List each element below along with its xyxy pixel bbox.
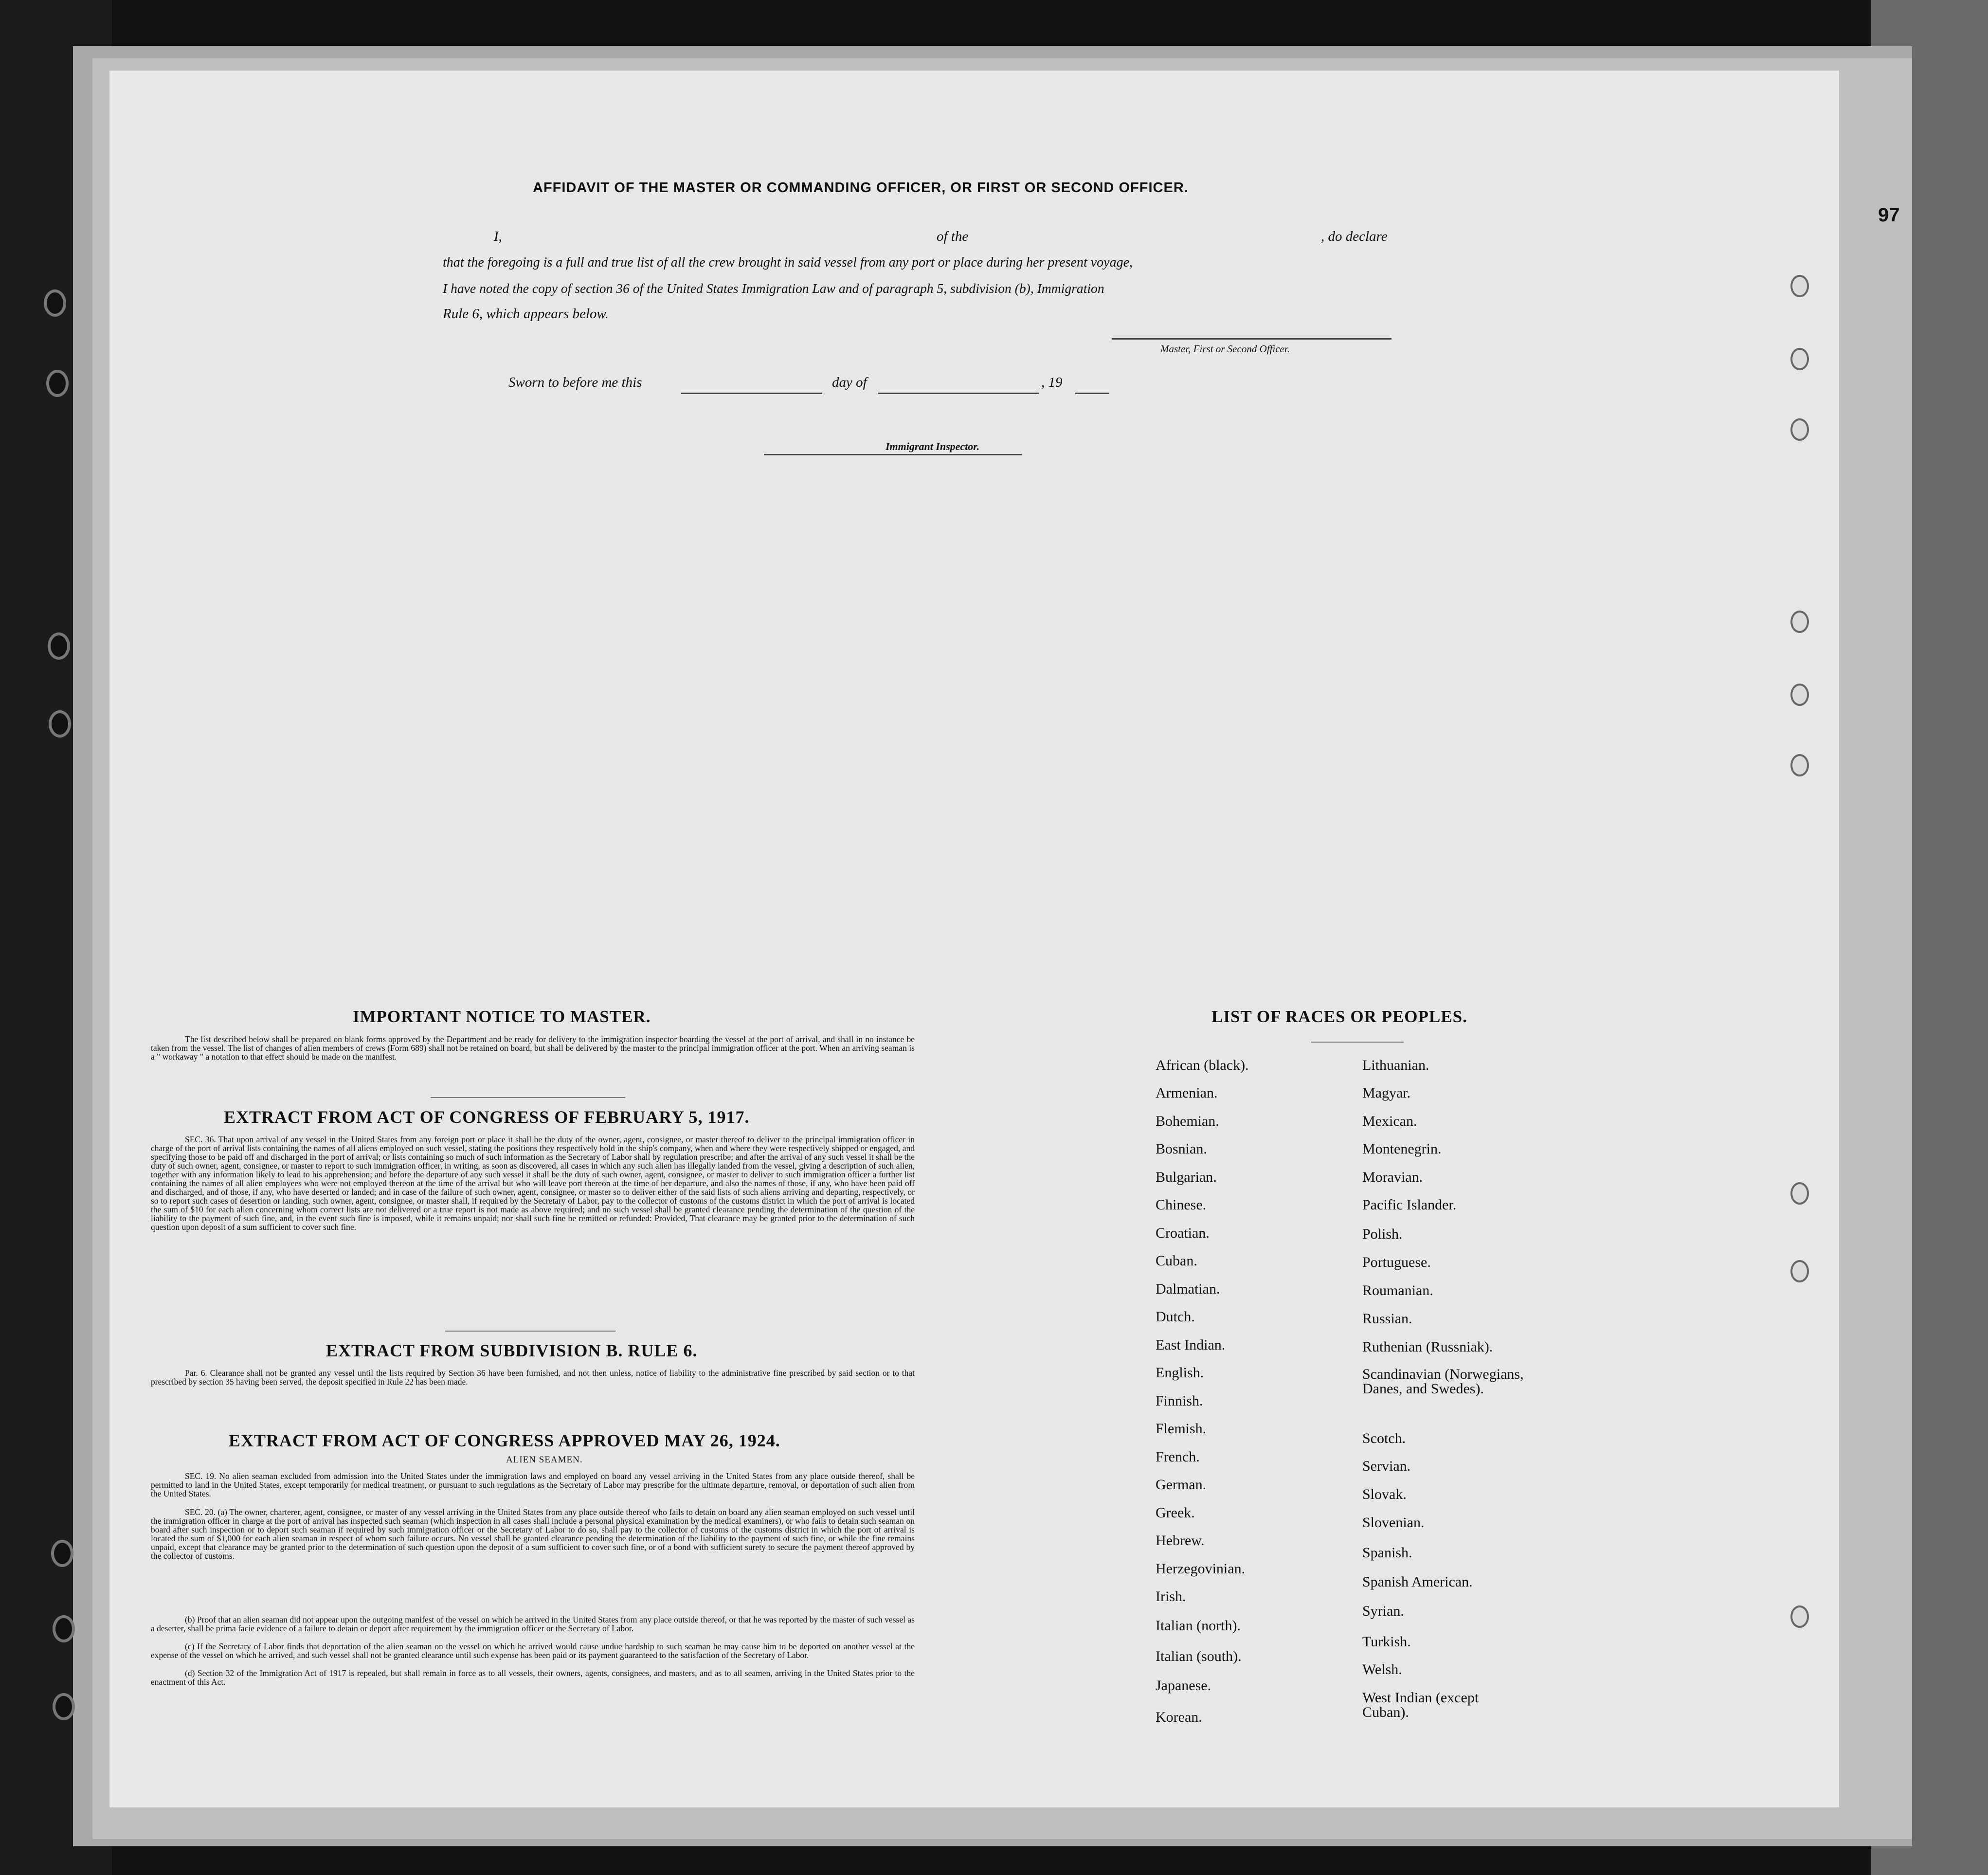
race-left-item: Bulgarian. <box>1156 1169 1217 1185</box>
punch-hole <box>1790 1605 1809 1628</box>
race-right-item: Slovenian. <box>1362 1514 1425 1531</box>
punch-hole <box>1790 1182 1809 1205</box>
binder-hole <box>49 710 71 738</box>
race-left-item: Finnish. <box>1156 1393 1203 1409</box>
race-right-item: Portuguese. <box>1362 1254 1431 1270</box>
master-signature-label: Master, First or Second Officer. <box>1160 343 1290 355</box>
race-right-item: Welsh. <box>1362 1661 1402 1677</box>
extract-1924-title: EXTRACT FROM ACT OF CONGRESS APPROVED MAY 26, 1924. <box>229 1431 780 1450</box>
notice-title: IMPORTANT NOTICE TO MASTER. <box>353 1007 651 1026</box>
document-page <box>109 71 1839 1807</box>
race-left-item: Croatian. <box>1156 1225 1210 1241</box>
binder-hole <box>51 1540 73 1567</box>
master-signature-line <box>1112 338 1392 340</box>
punch-hole <box>1790 348 1809 370</box>
sworn-year-line <box>1075 393 1109 394</box>
races-title: LIST OF RACES OR PEOPLES. <box>1211 1007 1467 1026</box>
race-left-item: Chinese. <box>1156 1197 1207 1213</box>
race-right-item: Mexican. <box>1362 1113 1417 1129</box>
inspector-signature-line <box>764 454 1022 455</box>
notice-body: The list described below shall be prepared on blank forms approved by the Department and be ready for delivery to the immigration inspector boarding the vessel at the port of arrival, and shall in no instance be taken from the vessel. The list of changes of alien members of crews (Form 689) shall not be retained on board, but shall be delivered by the master to the principal immigration officer at the port. When an arriving seaman is a " workaway " a notation to that effect should be made on the manifest. <box>151 1034 915 1062</box>
race-right-item: Roumanian. <box>1362 1282 1433 1298</box>
affidavit-line1-end: , do declare <box>1321 229 1388 244</box>
sworn-text: Sworn to before me this <box>508 375 642 390</box>
race-right-item: Spanish American. <box>1362 1574 1473 1590</box>
extract-1924-sec20c: (c) If the Secretary of Labor finds that deportation of the alien seaman on the vessel on which he arrived would cause undue hardship to such seaman he may cause him to be deported on another vessel at the expense of the vessel on which he arrived, and such vessel shall not be granted clearance until such expense has been paid or its payment guaranteed to the satisfaction of the Secretary of Labor. <box>151 1641 915 1660</box>
punch-hole <box>1790 418 1809 441</box>
sworn-year-text: , 19 <box>1041 375 1063 390</box>
affidavit-line4: Rule 6, which appears below. <box>443 306 609 322</box>
race-left-item: Flemish. <box>1156 1421 1207 1437</box>
race-right-item: Syrian. <box>1362 1603 1404 1619</box>
race-right-item: Montenegrin. <box>1362 1141 1442 1157</box>
page-number: 97 <box>1878 204 1900 226</box>
race-left-item: English. <box>1156 1365 1204 1381</box>
divider <box>1311 1042 1404 1043</box>
punch-hole <box>1790 684 1809 706</box>
affidavit-line3: I have noted the copy of section 36 of the United States Immigration Law and of paragraph 5, subdivision (b), Immigration <box>443 281 1104 296</box>
race-left-item: Dalmatian. <box>1156 1281 1220 1297</box>
extract-1924-subtitle: ALIEN SEAMEN. <box>506 1455 583 1465</box>
race-right-item: Turkish. <box>1362 1634 1411 1650</box>
race-left-item: Hebrew. <box>1156 1532 1205 1549</box>
divider <box>431 1097 625 1098</box>
sworn-day-line <box>681 393 822 394</box>
race-right-item: Pacific Islander. <box>1362 1197 1457 1213</box>
race-left-item: Irish. <box>1156 1588 1186 1605</box>
race-right-item: Russian. <box>1362 1311 1412 1327</box>
extract-1924-sec19: SEC. 19. No alien seaman excluded from admission into the United States under the immigration laws and employed on board any vessel arriving in the United States from any place outside thereof, shall be permitted to land in the United States, except temporarily for medical treatment, or pursuant to such regulations as the Secretary of Labor may prescribe for the ultimate departure, removal, or deportation of such alien from the United States. <box>151 1471 915 1498</box>
punch-hole <box>1790 275 1809 297</box>
race-left-item: Bosnian. <box>1156 1141 1207 1157</box>
race-right-item: Spanish. <box>1362 1545 1412 1561</box>
race-left-item: French. <box>1156 1449 1200 1465</box>
race-left-item: Bohemian. <box>1156 1113 1219 1129</box>
race-right-item: Scandinavian (Norwegians, Danes, and Swedes). <box>1362 1366 1524 1397</box>
race-right-item: Polish. <box>1362 1226 1403 1242</box>
extract-1917-title: EXTRACT FROM ACT OF CONGRESS OF FEBRUARY 5, 1917. <box>224 1107 750 1127</box>
affidavit-line2: that the foregoing is a full and true list of all the crew brought in said vessel from any port or place during her present voyage, <box>443 255 1133 270</box>
extract-1917-body: SEC. 36. That upon arrival of any vessel in the United States from any foreign port or place it shall be the duty of the owner, agent, consignee, or master thereof to deliver to the principal immigration officer in charge of the port of arrival lists containing the names of all aliens employed on such vessel, stating the positions they respectively hold in the ship's company, when and where they were respectively shipped or engaged, and specifying those to be paid off and discharged in the port of arrival; or lists containing so much of such information as the Secretary of Labor shall by regulation prescribe; and after the arrival of any such vessel it shall be the duty of such owner, agent, consignee, or master to report to such immigration officer, in writing, as soon as discovered, all cases in which any such alien has illegally landed from the vessel, giving a description of such alien, together with any information likely to lead to his apprehension; and before the departure of any such vessel it shall be the duty of such owner, agent, consignee, or master to deliver to such immigration officer a further list containing the names of all alien employees who were not employed thereon at the time of the arrival but who will leave port thereon at the time of her departure, and also the names of those, if any, who have been paid off and discharged, and of those, if any, who have deserted or landed; and in case of the failure of such owner, agent, consignee, or master so to deliver either of the said lists of such aliens arriving and departing, respectively, or so to report such cases of desertion or landing, such owner, agent, consignee, or master shall, if required by the Secretary of Labor, pay to the collector of customs of the customs district in which the port of arrival is located the sum of $10 for each alien concerning whom correct lists are not delivered or a true report is not made as above required; and no such vessel shall be granted clearance pending the determination of the question of the liability to the payment of such fine, and, in the event such fine is imposed, while it remains unpaid; nor shall such fine be remitted or refunded: Provided, That clearance may be granted prior to the determination of such question upon deposit of a sum sufficient to cover such fine. <box>151 1135 915 1232</box>
race-right-item: Servian. <box>1362 1458 1411 1474</box>
race-left-item: Herzegovinian. <box>1156 1561 1246 1577</box>
extract-1924-sec20d: (d) Section 32 of the Immigration Act of 1917 is repealed, but shall remain in force as to all vessels, their owners, agents, consignees, and masters, and as to all seamen, arriving in the United States prior to the enactment of this Act. <box>151 1668 915 1687</box>
sworn-day-text: day of <box>832 375 867 390</box>
punch-hole <box>1790 1260 1809 1282</box>
race-left-item: Korean. <box>1156 1709 1202 1725</box>
race-left-item: Cuban. <box>1156 1253 1197 1269</box>
race-right-item: Magyar. <box>1362 1085 1411 1101</box>
binder-hole <box>53 1693 75 1720</box>
race-left-item: Greek. <box>1156 1505 1195 1521</box>
extract-rule6-title: EXTRACT FROM SUBDIVISION B. RULE 6. <box>326 1341 698 1360</box>
affidavit-title: AFFIDAVIT OF THE MASTER OR COMMANDING OFFICER, OR FIRST OR SECOND OFFICER. <box>533 180 1189 196</box>
race-left-item: Japanese. <box>1156 1677 1211 1694</box>
extract-1924-sec20b: (b) Proof that an alien seaman did not appear upon the outgoing manifest of the vessel on which he arrived in the United States from any place outside thereof, or that he was reported by the master of such vessel as a deserter, shall be prima facie evidence of a failure to detain or deport after requirement by the immigration officer or the Secretary of Labor. <box>151 1615 915 1633</box>
punch-hole <box>1790 611 1809 633</box>
race-left-item: African (black). <box>1156 1057 1249 1073</box>
affidavit-line1-start: I, <box>494 229 502 244</box>
binder-hole <box>46 370 69 397</box>
race-left-item: East Indian. <box>1156 1337 1226 1353</box>
race-right-item: Moravian. <box>1362 1169 1423 1185</box>
extract-1924-sec20a: SEC. 20. (a) The owner, charterer, agent, consignee, or master of any vessel arriving in the United States from any place outside thereof who fails to detain on board any alien seaman employed on such vessel until the immigration officer in charge at the port of arrival has inspected such seaman (which inspection in all cases shall include a personal physical examination by the medical examiners), or who fails to detain such seaman on board after such inspection or to deport such seaman if required by such immigration officer or the Secretary of Labor to do so, shall pay to the collector of customs of the customs district in which the port of arrival is located the sum of $1,000 for each alien seaman in respect of whom such failure occurs. No vessel shall be granted clearance pending the determination of the liability to the payment of such fine, or while the fine remains unpaid, except that clearance may be granted prior to the determination of such question upon the deposit of a sum sufficient to cover such fine, or of a bond with sufficient surety to secure the payment thereof approved by the collector of customs. <box>151 1507 915 1561</box>
affidavit-line1-mid: of the <box>937 229 969 244</box>
race-left-item: German. <box>1156 1477 1207 1493</box>
extract-rule6-body: Par. 6. Clearance shall not be granted any vessel until the lists required by Section 36 have been furnished, and not then unless, notice of liability to the administrative fine prescribed by said section or to that prescribed by section 35 having been served, the deposit specified in Rule 22 has been made. <box>151 1368 915 1387</box>
punch-hole <box>1790 754 1809 776</box>
race-right-item: Lithuanian. <box>1362 1057 1429 1073</box>
race-right-item: Slovak. <box>1362 1486 1407 1502</box>
race-left-item: Italian (south). <box>1156 1648 1242 1664</box>
race-left-item: Armenian. <box>1156 1085 1218 1101</box>
inspector-label: Immigrant Inspector. <box>886 440 980 452</box>
race-right-item: Ruthenian (Russniak). <box>1362 1339 1493 1355</box>
binder-hole <box>53 1615 75 1642</box>
race-right-item: West Indian (except Cuban). <box>1362 1690 1479 1720</box>
binder-hole <box>44 289 66 317</box>
race-left-item: Dutch. <box>1156 1309 1195 1325</box>
race-right-item: Scotch. <box>1362 1430 1406 1446</box>
race-left-item: Italian (north). <box>1156 1618 1241 1634</box>
binder-hole <box>48 632 70 660</box>
sworn-month-line <box>878 393 1039 394</box>
divider <box>445 1331 615 1332</box>
